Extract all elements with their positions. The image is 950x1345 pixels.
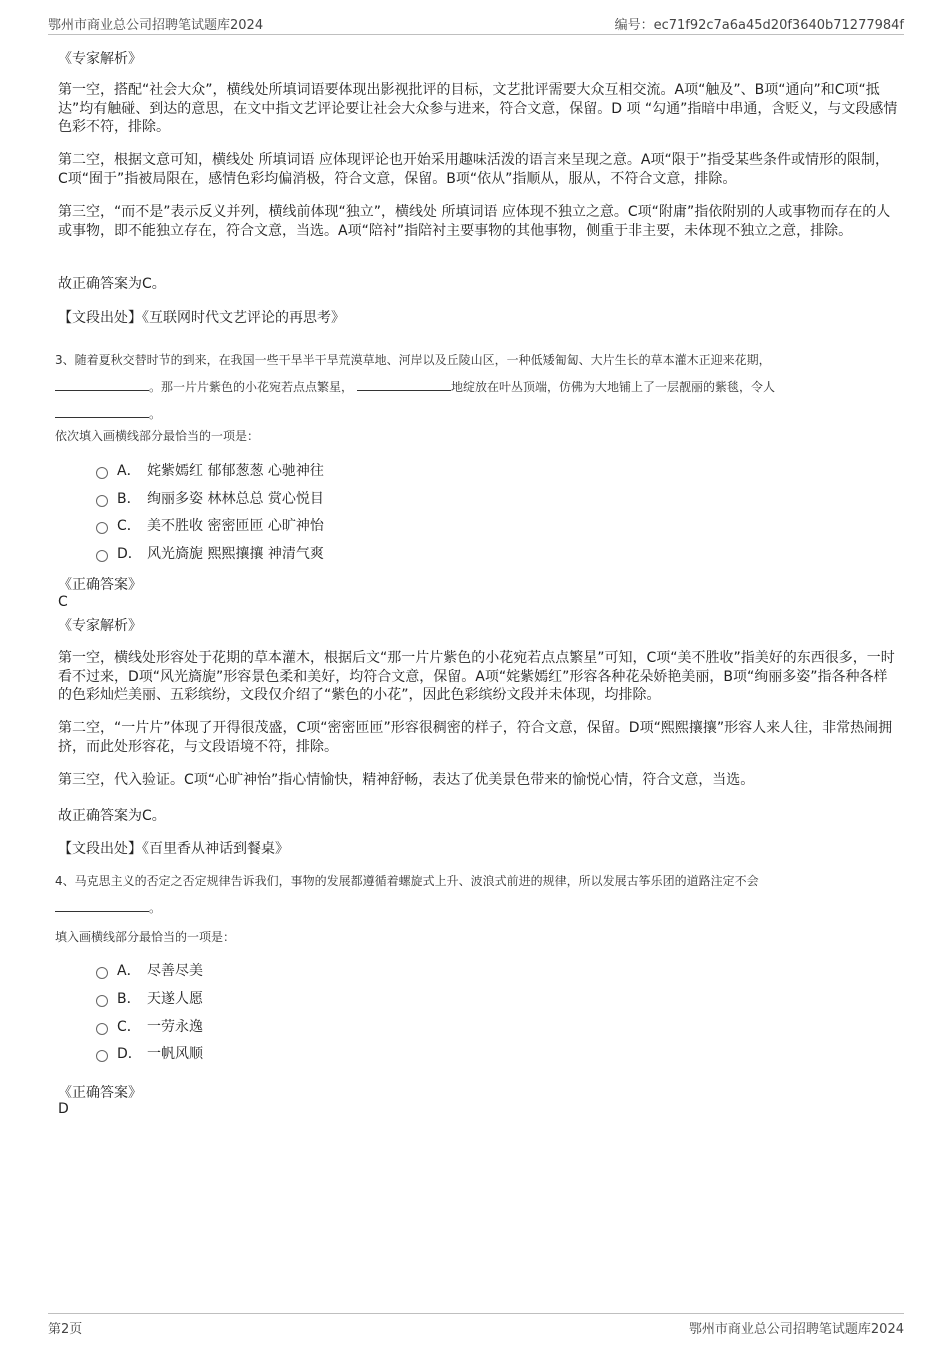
q3-instruction: 依次填入画横线部分最恰当的一项是：: [55, 429, 260, 443]
radio-icon[interactable]: [96, 495, 108, 507]
q2-conclusion: 故正确答案为C。: [58, 276, 166, 292]
q3-stem: [55, 347, 905, 428]
q3-option-b[interactable]: B． 绚丽多姿 林林总总 赏心悦目: [96, 489, 324, 509]
q4-option-a[interactable]: A． 尽善尽美: [96, 961, 203, 981]
q4-option-b[interactable]: B． 天遂人愿: [96, 989, 203, 1009]
q2-analysis-label: 《专家解析》: [58, 51, 142, 67]
q3-stem-b: 。那一片片紫色的小花宛若点点繁星，: [149, 380, 354, 394]
radio-icon[interactable]: [96, 995, 108, 1007]
q4-blank-1: [55, 899, 149, 912]
page-footer: [48, 1313, 904, 1337]
q4-stem-b: 。: [149, 901, 162, 915]
q3-stem-d: 。: [149, 407, 162, 421]
radio-icon[interactable]: [96, 1023, 108, 1035]
radio-icon[interactable]: [96, 967, 108, 979]
q3-source: 【文段出处】《百里香从神话到餐桌》: [58, 841, 289, 857]
q2-analysis-p3: 第三空，“而不是”表示反义并列，横线前体现“独立”，横线处 所填词语 应体现不独立之意。C项“附庸”指依附别的人或事物而存在的人或事物，即不能独立存在，符合文意，当选。A项“陪衬”指陪衬主要事物的其他事物，侧重于非主要，未体现不独立之意，排除。: [58, 204, 891, 239]
q3-blank-3: [55, 405, 149, 418]
q3-option-c[interactable]: C． 美不胜收 密密匝匝 心旷神怡: [96, 516, 324, 536]
q3-option-a[interactable]: A． 姹紫嫣红 郁郁葱葱 心驰神往: [96, 461, 324, 481]
radio-icon[interactable]: [96, 467, 108, 479]
page-number: 第2页: [48, 1322, 83, 1337]
q3-analysis-p3: 第三空，代入验证。C项“心旷神怡”指心情愉快，精神舒畅，表达了优美景色带来的愉悦心情，符合文意，当选。: [58, 772, 755, 788]
q2-analysis-p2: 第二空，根据文意可知，横线处 所填词语 应体现评论也开始采用趣味活泼的语言来呈现之意。A项“限于”指受某些条件或情形的限制，C项“囿于”指被局限在，感情色彩均偏消极，符合文意，保留。B项“依从”指顺从，服从，不符合文意，排除。: [58, 152, 889, 187]
q4-answer-label: 《正确答案》: [58, 1085, 142, 1101]
q3-analysis-label: 《专家解析》: [58, 618, 142, 634]
q4-answer: D: [58, 1101, 69, 1117]
footer-title: 鄂州市商业总公司招聘笔试题库2024: [688, 1322, 904, 1337]
q3-analysis-p1: 第一空，横线处形容处于花期的草本灌木，根据后文“那一片片紫色的小花宛若点点繁星”可知，C项“美不胜收”指美好的东西很多，一时看不过来，D项“风光旖旎”形容景色柔和美好，均符合文意，保留。A项“姹紫嫣红”形容各种花朵娇艳美丽，B项“绚丽多姿”指各种各样的色彩灿烂美丽、五彩缤纷，文段仅介绍了“紫色的小花”，因此色彩缤纷文段并未体现，均排除。: [58, 650, 895, 703]
q4-stem: [55, 868, 905, 922]
q4-instruction: 填入画横线部分最恰当的一项是：: [55, 930, 236, 944]
q3-answer: C: [58, 594, 68, 610]
q4-option-d[interactable]: D． 一帆风顺: [96, 1044, 203, 1064]
page-header: [48, 12, 904, 35]
q4-stem-a: 4、马克思主义的否定之否定规律告诉我们，事物的发展都遵循着螺旋式上升、波浪式前进的规律，所以发展古筝乐团的道路注定不会: [55, 874, 759, 888]
q3-stem-c: 地绽放在叶丛顶端，仿佛为大地铺上了一层靓丽的紫毯，令人: [451, 380, 776, 394]
q3-conclusion: 故正确答案为C。: [58, 808, 166, 824]
q2-analysis-p1: 第一空，搭配“社会大众”，横线处所填词语要体现出影视批评的目标，文艺批评需要大众互相交流。A项“触及”、B项“通向”和C项“抵达”均有触碰、到达的意思，在文中指文艺评论要让社会大众参与进来，符合文意，保留。D 项 “勾通”指暗中串通，含贬义，与文段感情色彩不符，排除。: [58, 82, 898, 135]
q3-analysis-p2: 第二空，“一片片”体现了开得很茂盛，C项“密密匝匝”形容很稠密的样子，符合文意，保留。D项“熙熙攘攘”形容人来人往，非常热闹拥挤，而此处形容花，与文段语境不符，排除。: [58, 720, 893, 755]
radio-icon[interactable]: [96, 1050, 108, 1062]
q2-source: 【文段出处】《互联网时代文艺评论的再思考》: [58, 310, 345, 326]
radio-icon[interactable]: [96, 522, 108, 534]
radio-icon[interactable]: [96, 550, 108, 562]
q3-blank-2: [357, 378, 451, 391]
q3-stem-a: 3、随着夏秋交替时节的到来，在我国一些干旱半干旱荒漠草地、河岸以及丘陵山区，一种低矮匍匐、大片生长的草本灌木正迎来花期，: [55, 353, 771, 367]
document-id: 编号：ec71f92c7a6a45d20f3640b71277984f: [614, 18, 904, 33]
header-title: 鄂州市商业总公司招聘笔试题库2024: [48, 18, 264, 33]
q3-blank-1: [55, 378, 149, 391]
q3-option-d[interactable]: D． 风光旖旎 熙熙攘攘 神清气爽: [96, 544, 324, 564]
q4-option-c[interactable]: C． 一劳永逸: [96, 1017, 203, 1037]
q3-answer-label: 《正确答案》: [58, 577, 142, 593]
